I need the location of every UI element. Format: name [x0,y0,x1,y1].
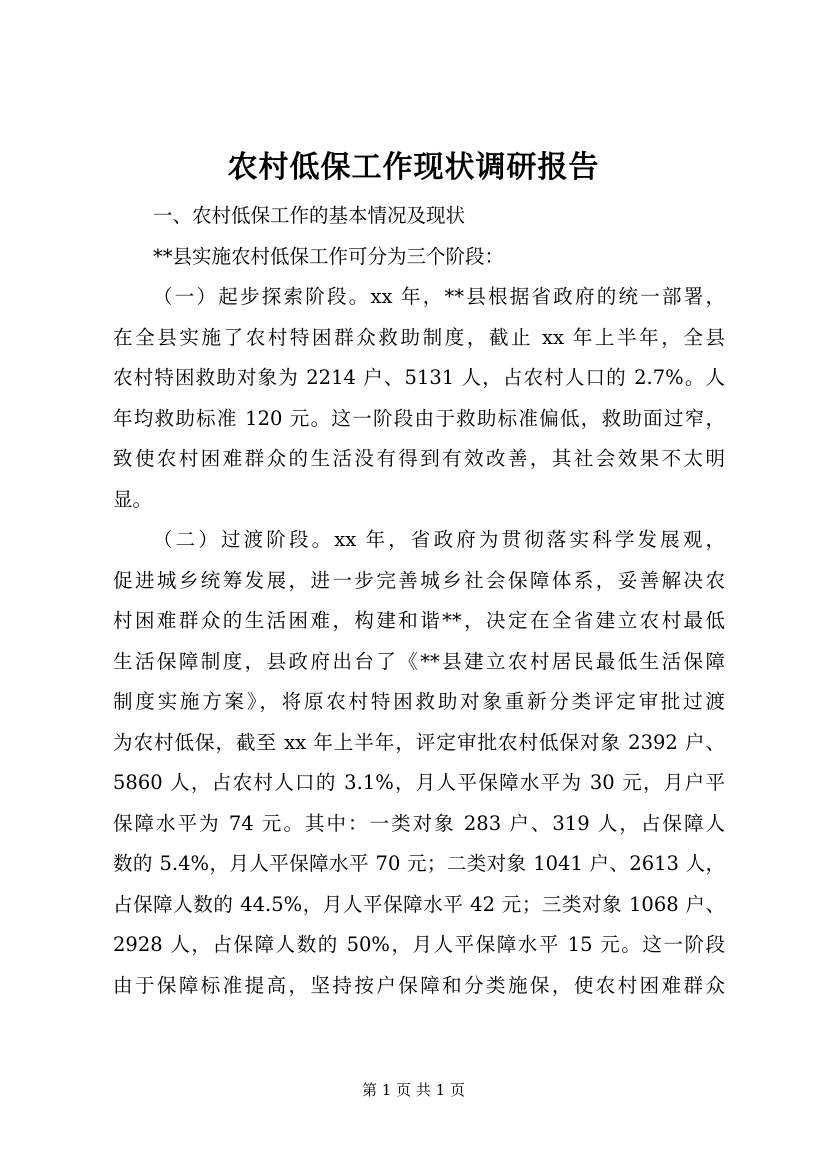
paragraph-line: 数的 5.4%，月人平保障水平 70 元；二类对象 1041 户、2613 人， [113,852,725,875]
paragraph-line: 保障水平为 74 元。其中：一类对象 283 户、319 人，占保障人 [113,811,725,835]
paragraph-line: 致使农村困难群众的生活没有得到有效改善，其社会效果不太明 [113,447,725,470]
page-footer: 第 1 页 共 1 页 [362,1081,465,1099]
paragraph-line: 在全县实施了农村特困群众救助制度，截止 xx 年上半年，全县 [113,325,725,349]
paragraph-line: （一）起步探索阶段。xx 年，**县根据省政府的统一部署， [153,285,725,308]
paragraph-line: 制度实施方案》，将原农村特困救助对象重新分类评定审批过渡 [113,690,725,713]
paragraph-stage-1 [113,277,725,520]
paragraph-line: 2928 人，占保障人数的 50%，月人平保障水平 15 元。这一阶段 [113,933,725,956]
paragraph-line: （二）过渡阶段。xx 年，省政府为贯彻落实科学发展观， [153,528,725,551]
section-heading: 一、农村低保工作的基本情况及现状 [153,204,466,227]
document-body [113,196,725,1006]
paragraph-line: 占保障人数的 44.5%，月人平保障水平 42 元；三类对象 1068 户、 [113,892,725,916]
paragraph-line: 村困难群众的生活困难，构建和谐**，决定在全省建立农村最低 [113,609,725,632]
paragraph-line: 5860 人，占农村人口的 3.1%，月人平保障水平为 30 元，月户平 [113,771,725,794]
paragraph-line: 农村特困救助对象为 2214 户、5131 人，占农村人口的 2.7%。人 [113,366,725,389]
paragraph-line: 由于保障标准提高，坚持按户保障和分类施保，使农村困难群众 [113,973,725,997]
paragraph-line: 促进城乡统筹发展，进一步完善城乡社会保障体系，妥善解决农 [113,568,725,592]
document-title: 农村低保工作现状调研报告 [227,150,600,185]
paragraph-line: 为农村低保，截至 xx 年上半年，评定审批农村低保对象 2392 户、 [113,730,725,754]
paragraph-line: 年均救助标准 120 元。这一阶段由于救助标准偏低，救助面过窄， [113,406,725,430]
paragraph-line: 显。 [113,487,153,511]
paragraph-stage-2 [113,520,725,1006]
intro-line: **县实施农村低保工作可分为三个阶段： [153,244,505,268]
paragraph-line: 生活保障制度，县政府出台了《**县建立农村居民最低生活保障 [113,649,725,673]
